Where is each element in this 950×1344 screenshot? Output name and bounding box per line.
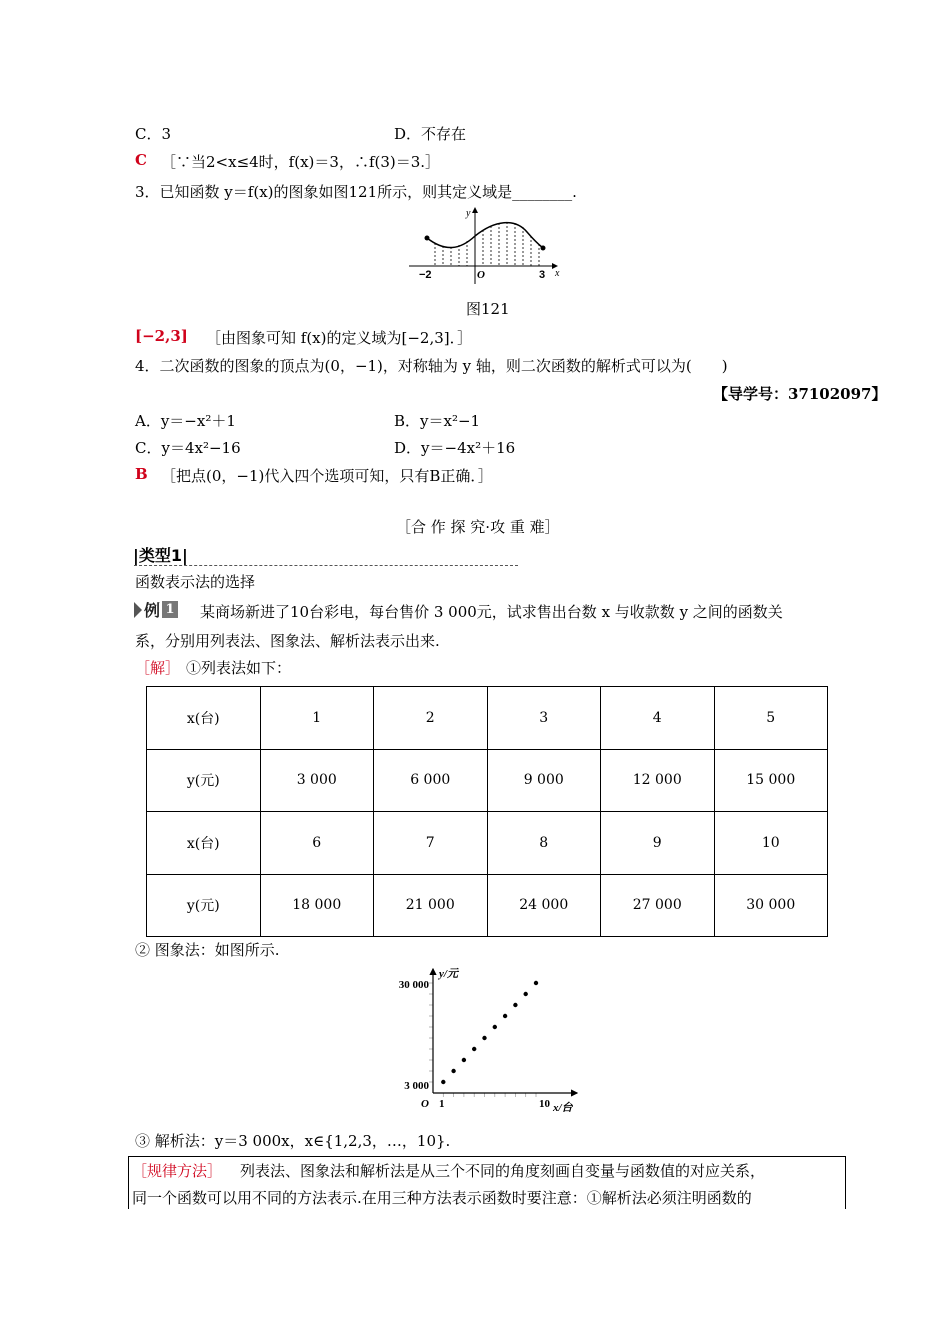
table-cell: 12 000 [601, 749, 715, 812]
option-c: C．3 [135, 125, 172, 143]
table-cell: 30 000 [714, 874, 828, 937]
table-cell: 8 [487, 812, 601, 875]
x-tick-label-1: 1 [439, 1098, 445, 1110]
graph-x-label: x [555, 268, 560, 279]
y-tick-label-3000: 3 000 [404, 1080, 429, 1092]
question-3-stem: 3．已知函数 y＝f(x)的图象如图121所示，则其定义域是________. [135, 183, 577, 201]
domain-graph [405, 204, 565, 286]
table-cell: 10 [714, 812, 828, 875]
table-cell: 2 [374, 687, 488, 750]
graph-tick-right: 3 [539, 269, 546, 281]
right-endpoint [541, 246, 546, 251]
option-d: D．不存在 [394, 125, 467, 143]
table-row [147, 687, 828, 750]
method-line1: 列表法、图象法和解析法是从三个不同的角度刻画自变量与函数值的对应关系， [240, 1162, 766, 1180]
guide-number: 【导学号：37102097】 [713, 385, 887, 403]
table-cell: x(台) [147, 812, 261, 875]
chart-ylabel: y/元 [439, 968, 458, 980]
scatter-point [503, 1014, 507, 1018]
answer-letter: B [135, 465, 148, 483]
table-row [147, 749, 828, 812]
answer-letter: [−2,3] [135, 327, 188, 345]
option-d: D．y＝−4x²＋16 [394, 439, 516, 457]
example-badge [134, 600, 178, 619]
table-cell: x(台) [147, 687, 261, 750]
example-arrow-icon [134, 602, 142, 618]
graph-tick-left: −2 [419, 269, 432, 281]
example-number: 1 [162, 601, 178, 618]
question-4-stem: 4．二次函数的图象的顶点为(0，−1)，对称轴为 y 轴，则二次函数的解析式可以为( ) [135, 357, 728, 375]
sales-scatter-chart [385, 965, 590, 1120]
solution-tag: ［解］ [135, 659, 181, 677]
section-divider [134, 565, 518, 566]
table-cell: 15 000 [714, 749, 828, 812]
graph-origin: O [477, 269, 485, 281]
table-cell: 5 [714, 687, 828, 750]
scatter-point [513, 1003, 517, 1007]
y-tick-label-30000: 30 000 [398, 979, 429, 991]
table-cell: 3 000 [260, 749, 374, 812]
table-cell: 24 000 [487, 874, 601, 937]
option-c: C．y＝4x²−16 [135, 439, 241, 457]
option-b: B．y＝x²−1 [394, 412, 481, 430]
example-text-line1: 某商场新进了10台彩电，每台售价 3 000元，试求售出台数 x 与收款数 y 之间的函数关 [200, 603, 783, 621]
table-cell: y(元) [147, 874, 261, 937]
method-line2: 同一个函数可以用不同的方法表示.在用三种方法表示函数时要注意：①解析法必须注明函数的 [132, 1189, 752, 1207]
scatter-point [472, 1047, 476, 1051]
sales-table [146, 686, 828, 937]
answer-explanation: ［∵当2<x≤4时，f(x)＝3，∴f(3)＝3.］ [161, 153, 441, 171]
x-tick-label-10: 10 [539, 1098, 550, 1110]
example-word: 例 [144, 601, 161, 620]
section-heading: ［合 作 探 究·攻 重 难］ [396, 518, 560, 536]
type-label: |类型1| [133, 546, 188, 565]
table-cell: 3 [487, 687, 601, 750]
scatter-point [534, 981, 538, 985]
table-cell: 4 [601, 687, 715, 750]
chart-origin: O [421, 1098, 429, 1110]
scatter-point [462, 1058, 466, 1062]
scatter-point [524, 992, 528, 996]
answer-explanation: ［由图象可知 f(x)的定义域为[−2,3]．］ [206, 329, 473, 347]
answer-letter: C [135, 151, 147, 169]
method-tag: ［规律方法］ [132, 1162, 223, 1180]
table-cell: 9 [601, 812, 715, 875]
scatter-point [482, 1036, 486, 1040]
analytic-method: ③ 解析法：y＝3 000x，x∈{1,2,3，…，10}. [135, 1132, 451, 1150]
table-cell: 6 [260, 812, 374, 875]
table-cell: 9 000 [487, 749, 601, 812]
table-row [147, 874, 828, 937]
chart-xlabel: x/台 [553, 1102, 573, 1114]
left-endpoint [425, 236, 430, 241]
table-cell: y(元) [147, 749, 261, 812]
function-curve [427, 223, 543, 248]
graph-y-label: y [466, 208, 471, 219]
table-cell: 1 [260, 687, 374, 750]
scatter-point [493, 1025, 497, 1029]
type-title: 函数表示法的选择 [135, 573, 256, 591]
table-cell: 18 000 [260, 874, 374, 937]
answer-explanation: ［把点(0，−1)代入四个选项可知，只有B正确．］ [161, 467, 493, 485]
table-cell: 7 [374, 812, 488, 875]
scatter-point [451, 1069, 455, 1073]
table-cell: 6 000 [374, 749, 488, 812]
figure-caption: 图121 [466, 300, 510, 318]
graph-method-intro: ② 图象法：如图所示. [135, 941, 280, 959]
table-cell: 21 000 [374, 874, 488, 937]
example-text-line2: 系，分别用列表法、图象法、解析法表示出来. [135, 632, 440, 650]
table-row [147, 812, 828, 875]
option-a: A．y＝−x²＋1 [135, 412, 236, 430]
scatter-point [441, 1080, 445, 1084]
table-cell: 27 000 [601, 874, 715, 937]
solution-intro: ①列表法如下： [186, 659, 292, 677]
